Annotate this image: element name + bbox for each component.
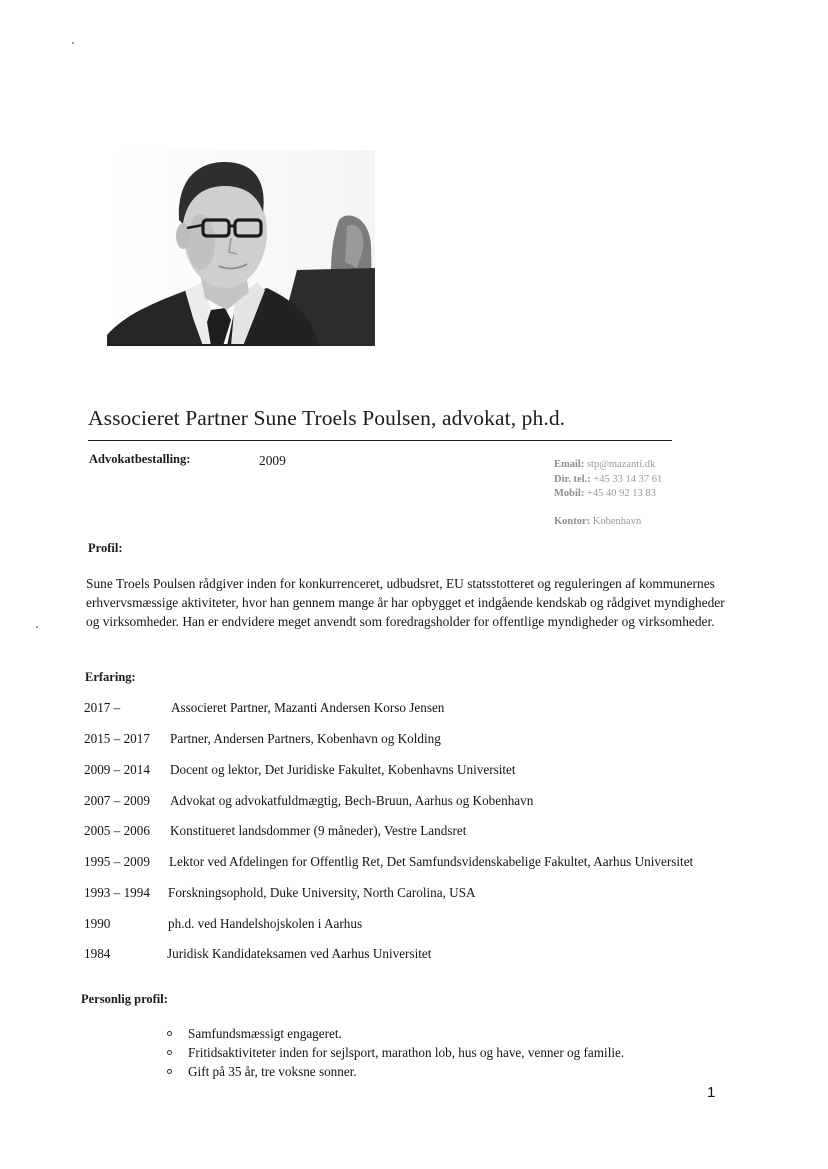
portrait-photo <box>107 150 375 346</box>
mobile-value: +45 40 92 13 83 <box>586 488 656 499</box>
experience-row <box>84 700 724 718</box>
experience-description: Juridisk Kandidateksamen ved Aarhus Universitet <box>167 946 432 961</box>
experience-row <box>84 885 724 903</box>
experience-row <box>84 854 724 872</box>
scan-speck <box>36 626 38 628</box>
list-item-text: Fritidsaktiviteter inden for sejlsport, marathon lob, hus og have, venner og familie. <box>188 1045 625 1060</box>
personal-profile-list <box>164 1024 624 1081</box>
direct-phone-label: Dir. tel.: <box>554 474 591 485</box>
page-number: 1 <box>707 1084 716 1101</box>
title-divider <box>88 440 672 441</box>
experience-period: 2007 – 2009 <box>84 793 150 808</box>
email-value: stp@mazanti.dk <box>586 459 656 470</box>
contact-mobile <box>554 487 656 501</box>
admission-label: Advokatbestalling: <box>89 452 191 466</box>
bullet-icon <box>167 1069 172 1074</box>
list-item-text: Samfundsmæssigt engageret. <box>188 1026 342 1041</box>
personal-profile-heading: Personlig profil: <box>81 992 168 1006</box>
list-item <box>164 1024 624 1043</box>
experience-row <box>84 823 724 841</box>
bullet-icon <box>167 1050 172 1055</box>
experience-description: Docent og lektor, Det Juridiske Fakultet, Kobenhavns Universitet <box>170 762 516 777</box>
experience-description: Forskningsophold, Duke University, North Carolina, USA <box>168 885 476 900</box>
experience-heading: Erfaring: <box>85 670 136 684</box>
scan-speck <box>72 42 74 44</box>
experience-row <box>84 731 724 749</box>
profile-line: erhvervsmæssige aktiviteter, hvor han gennem mange år har opbygget et indgående kendskab og rådgivet myndigheder <box>86 595 725 611</box>
list-item-text: Gift på 35 år, tre voksne sonner. <box>188 1064 357 1079</box>
experience-row <box>84 916 724 934</box>
admission-year: 2009 <box>259 453 286 468</box>
experience-period: 1990 <box>84 916 111 931</box>
direct-phone-value: +45 33 14 37 61 <box>593 474 663 485</box>
experience-row <box>84 946 724 964</box>
contact-office <box>554 515 641 529</box>
profile-line: Sune Troels Poulsen rådgiver inden for konkurrenceret, udbudsret, EU statsstotteret og reguleringen af kommunernes <box>86 576 715 591</box>
profile-line: og virksomheder. Han er endvidere meget anvendt som foredragsholder for offentlige myndigheder og virksomheder. <box>86 614 715 630</box>
page-title: Associeret Partner Sune Troels Poulsen, advokat, ph.d. <box>88 406 566 430</box>
list-item <box>164 1062 624 1081</box>
experience-period: 2009 – 2014 <box>84 762 150 777</box>
list-item <box>164 1043 624 1062</box>
office-label: Kontor: <box>554 516 591 527</box>
experience-period: 1995 – 2009 <box>84 854 150 869</box>
contact-direct-phone <box>554 473 662 487</box>
experience-row <box>84 793 724 811</box>
experience-period: 2005 – 2006 <box>84 823 150 838</box>
contact-email <box>554 458 655 472</box>
office-value: Kobenhavn <box>592 516 642 527</box>
mobile-label: Mobil: <box>554 488 585 499</box>
experience-period: 1984 <box>84 946 111 961</box>
profile-paragraph <box>86 574 726 632</box>
experience-description: ph.d. ved Handelshojskolen i Aarhus <box>168 916 363 931</box>
experience-period: 1993 – 1994 <box>84 885 150 900</box>
email-label: Email: <box>554 459 585 470</box>
experience-period: 2017 – <box>84 700 121 715</box>
experience-period: 2015 – 2017 <box>84 731 150 746</box>
bullet-icon <box>167 1031 172 1036</box>
experience-description: Konstitueret landsdommer (9 måneder), Vestre Landsret <box>170 823 467 838</box>
profile-heading: Profil: <box>88 541 123 555</box>
experience-description: Associeret Partner, Mazanti Andersen Korso Jensen <box>171 700 445 715</box>
experience-description: Lektor ved Afdelingen for Offentlig Ret, Det Samfundsvidenskabelige Fakultet, Aarhus Universitet <box>169 854 694 869</box>
experience-row <box>84 762 724 780</box>
experience-description: Advokat og advokatfuldmægtig, Bech-Bruun, Aarhus og Kobenhavn <box>170 793 534 808</box>
experience-description: Partner, Andersen Partners, Kobenhavn og Kolding <box>170 731 441 746</box>
